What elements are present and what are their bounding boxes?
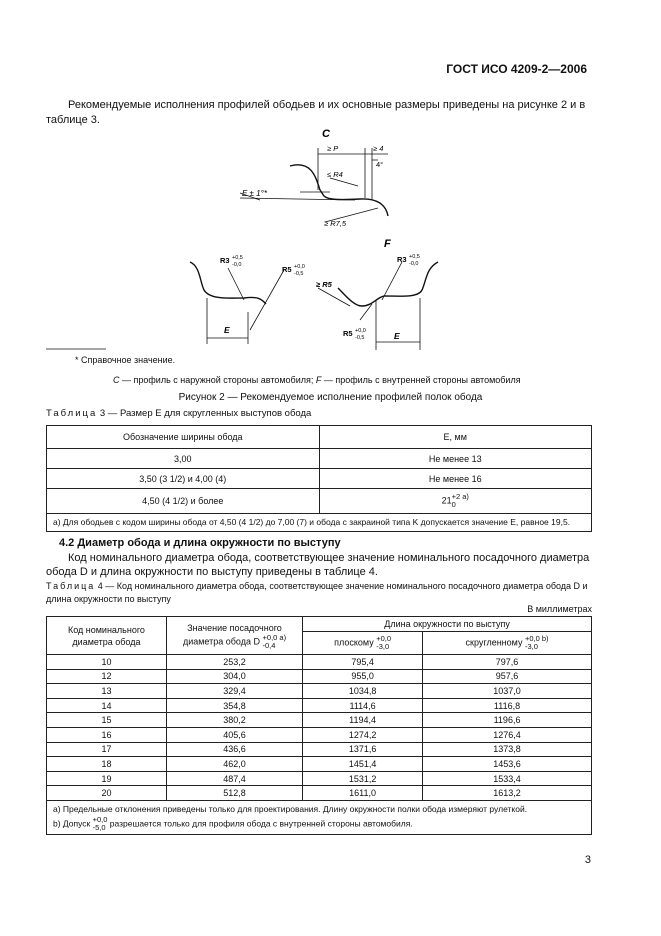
c-r75: ≥ R7,5 — [324, 219, 347, 228]
document-header: ГОСТ ИСО 4209-2—2006 — [446, 62, 587, 76]
cell-round: 1116,8 — [423, 698, 592, 713]
cell-flat: 1274,2 — [303, 727, 423, 742]
c-dim-4: ≥ 4 — [373, 144, 384, 153]
table3-cell: Не менее 16 — [319, 469, 592, 489]
table4-caption-rest: 4 — Код номинального диаметра обода, соответствующее значение номинального посадочного диаметра обода D и длина окружности по выступу — [46, 581, 588, 604]
cell-code: 15 — [47, 713, 167, 728]
table-row — [47, 469, 592, 489]
table4-col3a-tol-dn: -3,0 — [376, 642, 390, 651]
table4-col2-tol-dn: -0,4 — [262, 640, 276, 650]
cell-code: 13 — [47, 684, 167, 699]
cell-round: 797,6 — [423, 655, 592, 670]
cell-flat: 1114,6 — [303, 698, 423, 713]
cell-d: 380,2 — [166, 713, 302, 728]
f-r5: R5 — [343, 329, 353, 338]
table3-caption-prefix: Таблица — [46, 408, 98, 419]
figure-footnote: * Справочное значение. — [75, 355, 176, 365]
legend-c: C — [113, 375, 120, 385]
figure-caption: Рисунок 2 — Рекомендуемое исполнение профилей полок обода — [178, 392, 483, 403]
rim-profile-figure — [0, 0, 661, 360]
table-row — [47, 713, 592, 728]
table3-col1: Обозначение ширины обода — [47, 426, 320, 449]
table-row — [47, 727, 592, 742]
table3-note-row — [47, 514, 592, 532]
cell-code: 17 — [47, 742, 167, 757]
cell-d: 436,6 — [166, 742, 302, 757]
cell-round: 1533,4 — [423, 771, 592, 786]
table3-value: 21 — [441, 495, 452, 506]
cell-flat: 795,4 — [303, 655, 423, 670]
left-r5-tol-up: +0,0 — [294, 264, 305, 270]
note-b-tol-up: +0,0 — [92, 814, 108, 824]
table3-cell — [319, 489, 592, 514]
cell-d: 253,2 — [166, 655, 302, 670]
table3-cell: 4,50 (4 1/2) и более — [47, 489, 320, 514]
f-e-label: E — [394, 331, 400, 341]
cell-round: 957,6 — [423, 669, 592, 684]
section-paragraph: Код номинального диаметра обода, соответствующее значение номинального посадочного диаметра обода D и длина окружности по выступу приведены в таблице 4. — [46, 552, 590, 578]
table4-note-b — [53, 816, 585, 832]
table3 — [46, 425, 592, 532]
f-r3-tol-dn: -0,0 — [409, 261, 419, 267]
table-row — [47, 669, 592, 684]
table3-header — [47, 426, 592, 449]
c-r4: ≤ R4 — [327, 170, 343, 179]
f-r5-tol-up: +0,0 — [355, 328, 366, 334]
cell-round: 1276,4 — [423, 727, 592, 742]
left-r3: R3 — [220, 256, 230, 265]
table3-cell: 3,00 — [47, 449, 320, 469]
table4-col2-label: Значение посадочного диаметра обода D — [182, 622, 282, 646]
table3-note: a) Для ободьев с кодом ширины обода от 4,50 (4 1/2) до 7,00 (7) и обода с закраиной типа K допускается значение E, равное 19,5. — [47, 514, 592, 532]
section-heading: 4.2 Диаметр обода и длина окружности по выступу — [59, 537, 341, 549]
intro-paragraph: Рекомендуемые исполнения профилей ободьев и их основные размеры приведены на рисунке 2 и в таблице 3. — [46, 99, 586, 126]
page-number: 3 — [584, 854, 591, 866]
cell-flat: 1531,2 — [303, 771, 423, 786]
left-r3-tol-dn: -0,0 — [232, 262, 242, 268]
table4-header-row1 — [47, 617, 592, 632]
cell-round: 1037,0 — [423, 684, 592, 699]
cell-d: 487,4 — [166, 771, 302, 786]
table4-col1: Код номинального диаметра обода — [47, 617, 167, 655]
cell-d: 405,6 — [166, 727, 302, 742]
f-r3: R3 — [397, 255, 407, 264]
cell-code: 12 — [47, 669, 167, 684]
table-row — [47, 771, 592, 786]
cell-round: 1613,2 — [423, 786, 592, 801]
table4-col3a-tol-up: +0,0 — [376, 634, 392, 643]
table4-col3b-tol-dn: -3,0 — [524, 642, 538, 651]
cell-d: 462,0 — [166, 757, 302, 772]
table3-cell: Не менее 13 — [319, 449, 592, 469]
legend-c-text: — профиль с наружной стороны автомобиля; — [119, 375, 316, 385]
cell-flat: 1451,4 — [303, 757, 423, 772]
table4-notes — [47, 800, 592, 834]
table3-col2: E, мм — [319, 426, 592, 449]
table-row — [47, 757, 592, 772]
table4-units: В миллиметрах — [527, 604, 592, 614]
c-dim-p: ≥ P — [327, 144, 339, 153]
table3-caption — [46, 408, 311, 419]
cell-d: 354,8 — [166, 698, 302, 713]
cell-flat: 1371,6 — [303, 742, 423, 757]
table4-col3: Длина окружности по выступу — [303, 617, 592, 632]
c-angle-e: E ± 1°* — [242, 189, 267, 198]
table4-col2 — [166, 617, 302, 655]
cell-code: 10 — [47, 655, 167, 670]
table-row — [47, 684, 592, 699]
cell-flat: 1034,8 — [303, 684, 423, 699]
table-row — [47, 655, 592, 670]
profile-f-curve — [338, 262, 438, 306]
table-row — [47, 449, 592, 469]
cell-flat: 1194,4 — [303, 713, 423, 728]
table3-tol-up: +2 a) — [451, 492, 469, 501]
table4-note-row — [47, 800, 592, 834]
table4-note-a: a) Предельные отклонения приведены только для проектирования. Длину окружности полки обода измеряют рулеткой. — [53, 803, 528, 814]
left-r5: R5 — [282, 265, 292, 274]
table4-caption-prefix: Таблица — [46, 581, 96, 591]
table-row — [47, 742, 592, 757]
cell-d: 512,8 — [166, 786, 302, 801]
cell-flat: 1611,0 — [303, 786, 423, 801]
cell-round: 1453,6 — [423, 757, 592, 772]
table-row — [47, 786, 592, 801]
table4-caption — [46, 580, 592, 606]
table4 — [46, 616, 592, 835]
left-r5-tol-dn: -0,5 — [294, 271, 304, 277]
table4-col3b — [423, 632, 592, 655]
table3-caption-rest: 3 — Размер E для скругленных выступов обода — [97, 408, 312, 419]
cell-code: 19 — [47, 771, 167, 786]
c-angle-4: 4° — [376, 160, 384, 169]
legend-f: F — [315, 375, 322, 385]
note-b-post: разрешается только для профиля обода с внутренней стороны автомобиля. — [109, 818, 413, 829]
table4-col3b-tol-up: +0,0 b) — [524, 634, 549, 643]
table-row — [47, 489, 592, 514]
figure-label-f: F — [384, 238, 391, 250]
cell-round: 1196,6 — [423, 713, 592, 728]
table3-cell: 3,50 (3 1/2) и 4,00 (4) — [47, 469, 320, 489]
table3-tol-dn: 0 — [451, 500, 456, 509]
note-b-tol-dn: -5,0 — [92, 822, 106, 832]
f-r5-tol-dn: -0,5 — [355, 335, 365, 341]
legend-f-text: — профиль с внутренней стороны автомобиля — [321, 375, 521, 385]
cell-round: 1373,8 — [423, 742, 592, 757]
table4-col2-tol-up: +0,0 a) — [262, 632, 287, 642]
table4-col3a-label: плоскому — [334, 637, 374, 648]
cell-code: 18 — [47, 757, 167, 772]
figure-legend — [113, 375, 521, 385]
cell-code: 16 — [47, 727, 167, 742]
cell-code: 14 — [47, 698, 167, 713]
table-row — [47, 698, 592, 713]
left-e-label: E — [224, 325, 230, 335]
left-r3-tol-up: +0,5 — [232, 255, 243, 261]
cell-d: 329,4 — [166, 684, 302, 699]
cell-d: 304,0 — [166, 669, 302, 684]
f-r5-ge: ≥ R5 — [316, 280, 332, 289]
f-r3-tol-up: +0,5 — [409, 254, 420, 260]
note-b-pre: b) Допуск — [53, 818, 91, 829]
table4-col3a — [303, 632, 423, 655]
figure-label-c: C — [322, 128, 330, 140]
cell-code: 20 — [47, 786, 167, 801]
cell-flat: 955,0 — [303, 669, 423, 684]
table4-col3b-label: скругленному — [465, 637, 523, 648]
